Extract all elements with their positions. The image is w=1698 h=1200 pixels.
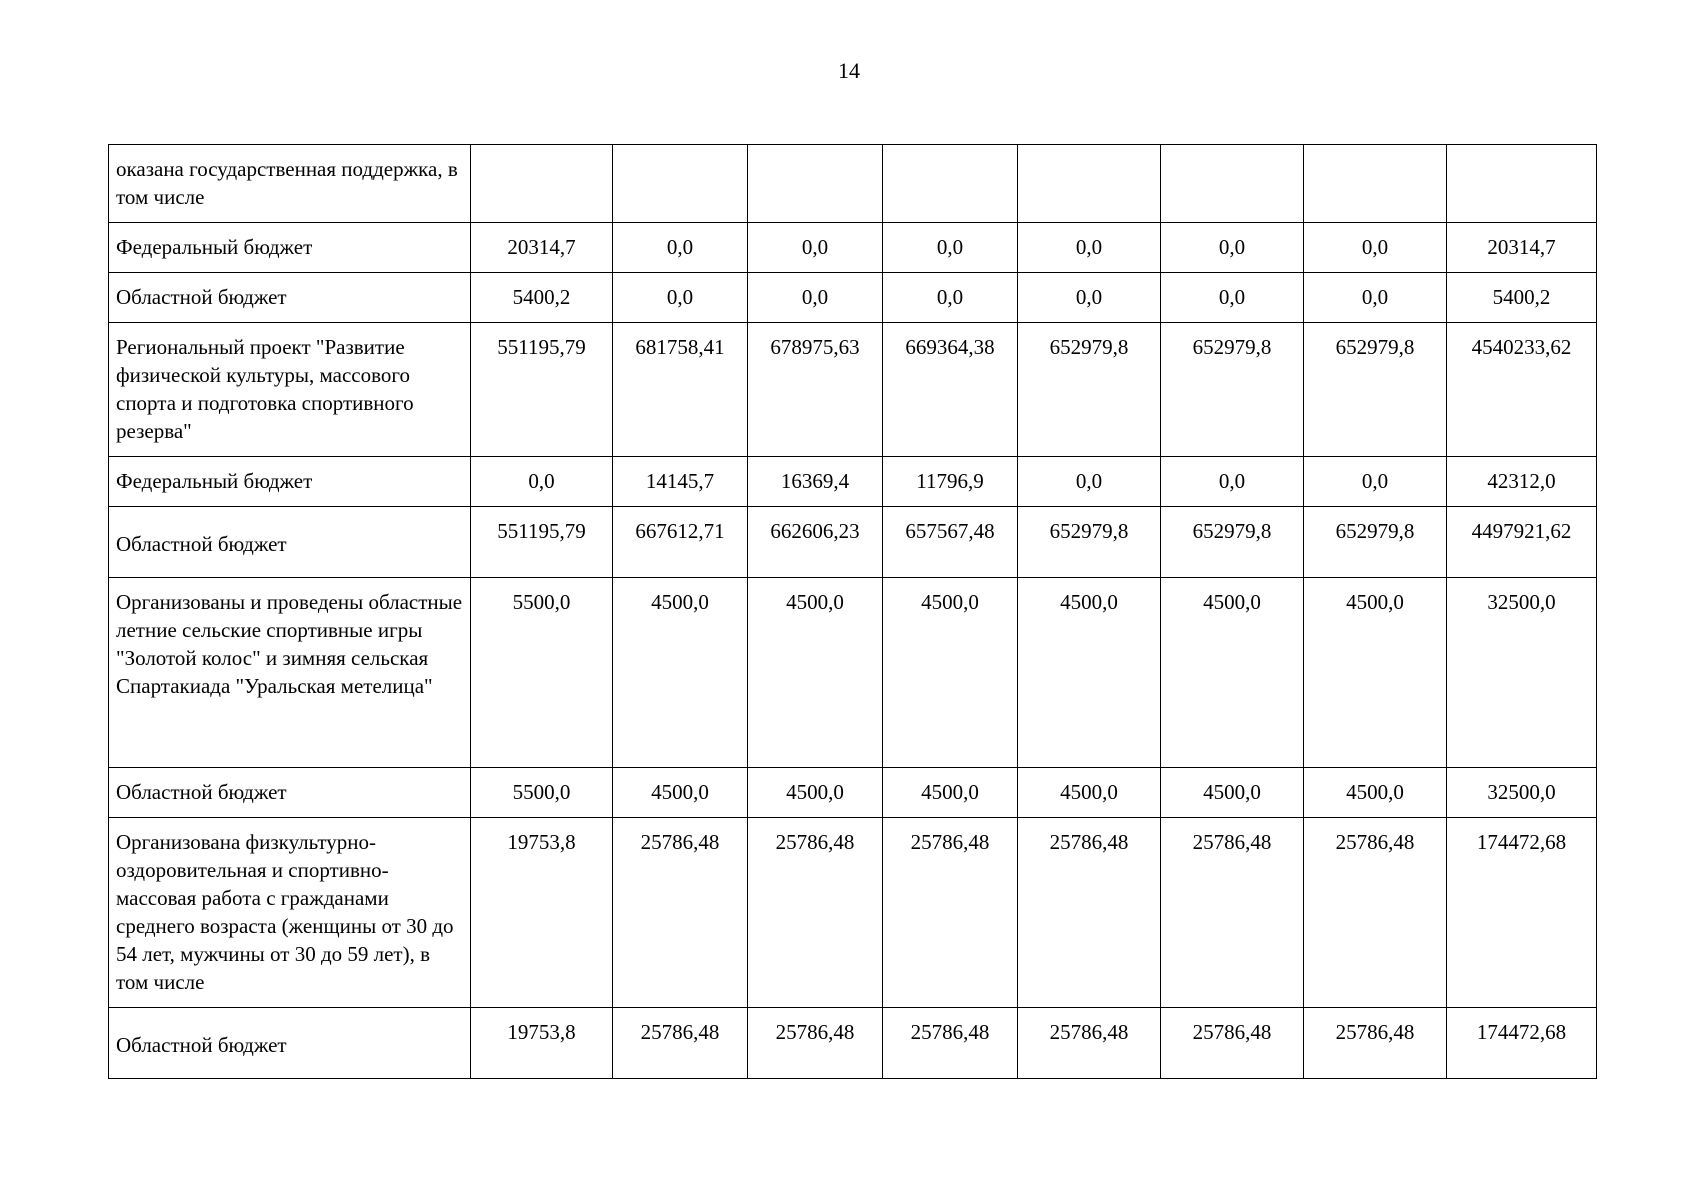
table-row: [109, 273, 1597, 323]
value-cell: 4500,0: [1161, 578, 1304, 768]
value-cell: 16369,4: [748, 457, 883, 507]
value-cell: [748, 145, 883, 223]
row-label: Федеральный бюджет: [109, 223, 471, 273]
row-label: Федеральный бюджет: [109, 457, 471, 507]
row-label: Областной бюджет: [109, 273, 471, 323]
row-label: Областной бюджет: [109, 1008, 471, 1079]
value-cell: 32500,0: [1447, 768, 1597, 818]
table-row: [109, 323, 1597, 457]
row-label: Областной бюджет: [109, 768, 471, 818]
value-cell: 0,0: [1018, 457, 1161, 507]
value-cell: 662606,23: [748, 507, 883, 578]
value-cell: 25786,48: [613, 818, 748, 1008]
value-cell: 4497921,62: [1447, 507, 1597, 578]
value-cell: 14145,7: [613, 457, 748, 507]
value-cell: 25786,48: [748, 818, 883, 1008]
value-cell: 0,0: [883, 223, 1018, 273]
value-cell: 0,0: [613, 223, 748, 273]
value-cell: [613, 145, 748, 223]
value-cell: 0,0: [748, 223, 883, 273]
value-cell: [471, 145, 613, 223]
value-cell: 25786,48: [1161, 818, 1304, 1008]
value-cell: 25786,48: [883, 818, 1018, 1008]
budget-table-body: [109, 145, 1597, 1079]
row-label: Организованы и проведены областные летние сельские спортивные игры "Золотой колос" и зимняя сельская Спартакиада "Уральская метелица": [109, 578, 471, 768]
value-cell: 652979,8: [1304, 507, 1447, 578]
value-cell: 20314,7: [1447, 223, 1597, 273]
value-cell: 4500,0: [1018, 578, 1161, 768]
value-cell: 4500,0: [613, 768, 748, 818]
table-row: [109, 768, 1597, 818]
row-label: Организована физкультурно-оздоровительная и спортивно-массовая работа с гражданами среднего возраста (женщины от 30 до 54 лет, мужчины от 30 до 59 лет), в том числе: [109, 818, 471, 1008]
value-cell: 0,0: [1304, 223, 1447, 273]
value-cell: 678975,63: [748, 323, 883, 457]
value-cell: 652979,8: [1161, 507, 1304, 578]
value-cell: 0,0: [1018, 273, 1161, 323]
value-cell: 0,0: [1161, 457, 1304, 507]
value-cell: 19753,8: [471, 818, 613, 1008]
value-cell: 4500,0: [1018, 768, 1161, 818]
value-cell: 652979,8: [1018, 323, 1161, 457]
value-cell: [883, 145, 1018, 223]
value-cell: 25786,48: [748, 1008, 883, 1079]
value-cell: 551195,79: [471, 323, 613, 457]
value-cell: 0,0: [1018, 223, 1161, 273]
value-cell: 5400,2: [1447, 273, 1597, 323]
table-row: [109, 507, 1597, 578]
value-cell: 4500,0: [748, 578, 883, 768]
table-row: [109, 578, 1597, 768]
value-cell: 25786,48: [1161, 1008, 1304, 1079]
value-cell: [1018, 145, 1161, 223]
value-cell: 0,0: [748, 273, 883, 323]
value-cell: 4540233,62: [1447, 323, 1597, 457]
page-number: 14: [838, 58, 860, 83]
table-row: [109, 223, 1597, 273]
value-cell: 0,0: [1161, 223, 1304, 273]
value-cell: [1161, 145, 1304, 223]
table-row: [109, 818, 1597, 1008]
value-cell: 0,0: [613, 273, 748, 323]
value-cell: 25786,48: [1018, 818, 1161, 1008]
budget-table: [108, 144, 1597, 1079]
value-cell: 174472,68: [1447, 1008, 1597, 1079]
value-cell: 174472,68: [1447, 818, 1597, 1008]
value-cell: 657567,48: [883, 507, 1018, 578]
value-cell: 667612,71: [613, 507, 748, 578]
value-cell: 20314,7: [471, 223, 613, 273]
value-cell: 669364,38: [883, 323, 1018, 457]
value-cell: 32500,0: [1447, 578, 1597, 768]
value-cell: 652979,8: [1018, 507, 1161, 578]
table-row: [109, 1008, 1597, 1079]
value-cell: 25786,48: [883, 1008, 1018, 1079]
row-label: Региональный проект "Развитие физической культуры, массового спорта и подготовка спортивного резерва": [109, 323, 471, 457]
value-cell: 4500,0: [1161, 768, 1304, 818]
value-cell: 4500,0: [883, 768, 1018, 818]
value-cell: 0,0: [1304, 273, 1447, 323]
value-cell: 5400,2: [471, 273, 613, 323]
value-cell: 551195,79: [471, 507, 613, 578]
value-cell: 4500,0: [883, 578, 1018, 768]
value-cell: 11796,9: [883, 457, 1018, 507]
value-cell: 25786,48: [1304, 818, 1447, 1008]
value-cell: 681758,41: [613, 323, 748, 457]
value-cell: 4500,0: [1304, 768, 1447, 818]
value-cell: 0,0: [1304, 457, 1447, 507]
value-cell: 4500,0: [748, 768, 883, 818]
value-cell: 4500,0: [1304, 578, 1447, 768]
table-row: [109, 145, 1597, 223]
value-cell: 5500,0: [471, 578, 613, 768]
row-label: Областной бюджет: [109, 507, 471, 578]
value-cell: [1447, 145, 1597, 223]
value-cell: 652979,8: [1161, 323, 1304, 457]
value-cell: 25786,48: [1018, 1008, 1161, 1079]
value-cell: 5500,0: [471, 768, 613, 818]
value-cell: 4500,0: [613, 578, 748, 768]
row-label: оказана государственная поддержка, в том числе: [109, 145, 471, 223]
value-cell: 19753,8: [471, 1008, 613, 1079]
value-cell: 42312,0: [1447, 457, 1597, 507]
table-row: [109, 457, 1597, 507]
value-cell: 0,0: [1161, 273, 1304, 323]
value-cell: [1304, 145, 1447, 223]
value-cell: 0,0: [883, 273, 1018, 323]
value-cell: 0,0: [471, 457, 613, 507]
value-cell: 25786,48: [1304, 1008, 1447, 1079]
value-cell: 652979,8: [1304, 323, 1447, 457]
value-cell: 25786,48: [613, 1008, 748, 1079]
